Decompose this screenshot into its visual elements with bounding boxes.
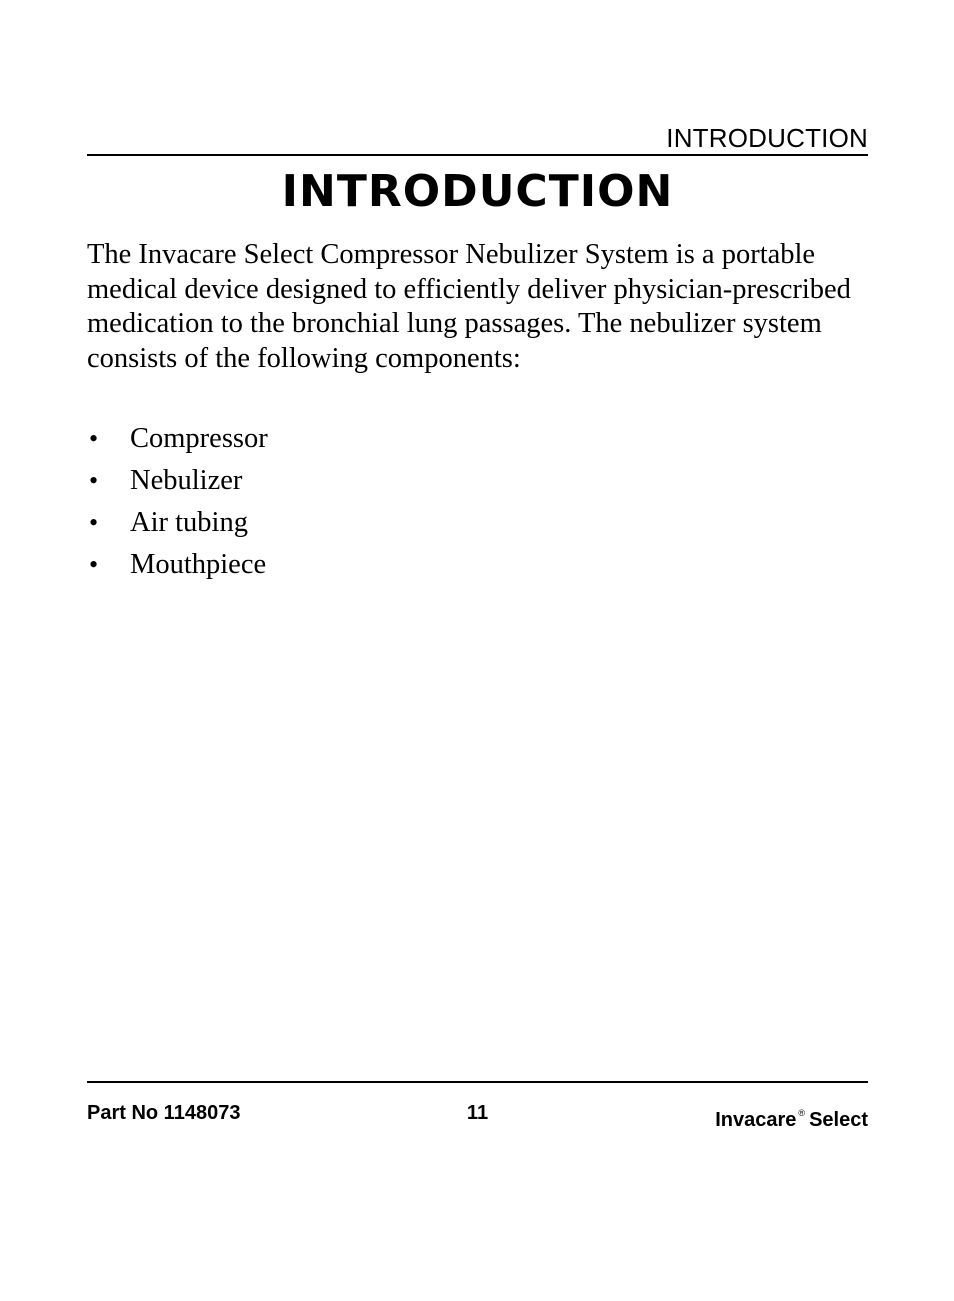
list-item-label: Compressor	[130, 423, 268, 454]
components-list	[87, 418, 868, 586]
list-item-label: Mouthpiece	[130, 549, 267, 580]
list-item-label: Nebulizer	[130, 465, 243, 496]
product-label: Select	[809, 1109, 868, 1131]
registered-mark: ®	[798, 1108, 806, 1118]
bullet-icon: •	[89, 424, 99, 453]
page-number: 11	[466, 1102, 489, 1124]
header-divider	[87, 154, 868, 156]
bullet-icon: •	[89, 550, 99, 579]
bullet-icon: •	[89, 466, 99, 495]
page-footer	[87, 1099, 868, 1131]
footer-divider	[87, 1081, 868, 1083]
brand-name: Invacare	[715, 1109, 797, 1131]
intro-paragraph: The Invacare Select Compressor Nebulizer System is a portable medical device designed to efficiently deliver physician-prescribed medication to the bronchial lung passages. The nebulizer system consists of the following components:	[87, 239, 851, 374]
list-item	[87, 460, 868, 502]
bullet-icon: •	[89, 508, 99, 537]
list-item-label: Air tubing	[130, 507, 248, 538]
document-page	[87, 0, 868, 1301]
part-number: Part No 1148073	[87, 1102, 241, 1124]
page-title: INTRODUCTION	[281, 166, 674, 217]
running-header: INTRODUCTION	[666, 123, 868, 153]
product-name	[715, 1099, 868, 1134]
list-item	[87, 544, 868, 586]
list-item	[87, 502, 868, 544]
list-item	[87, 418, 868, 460]
